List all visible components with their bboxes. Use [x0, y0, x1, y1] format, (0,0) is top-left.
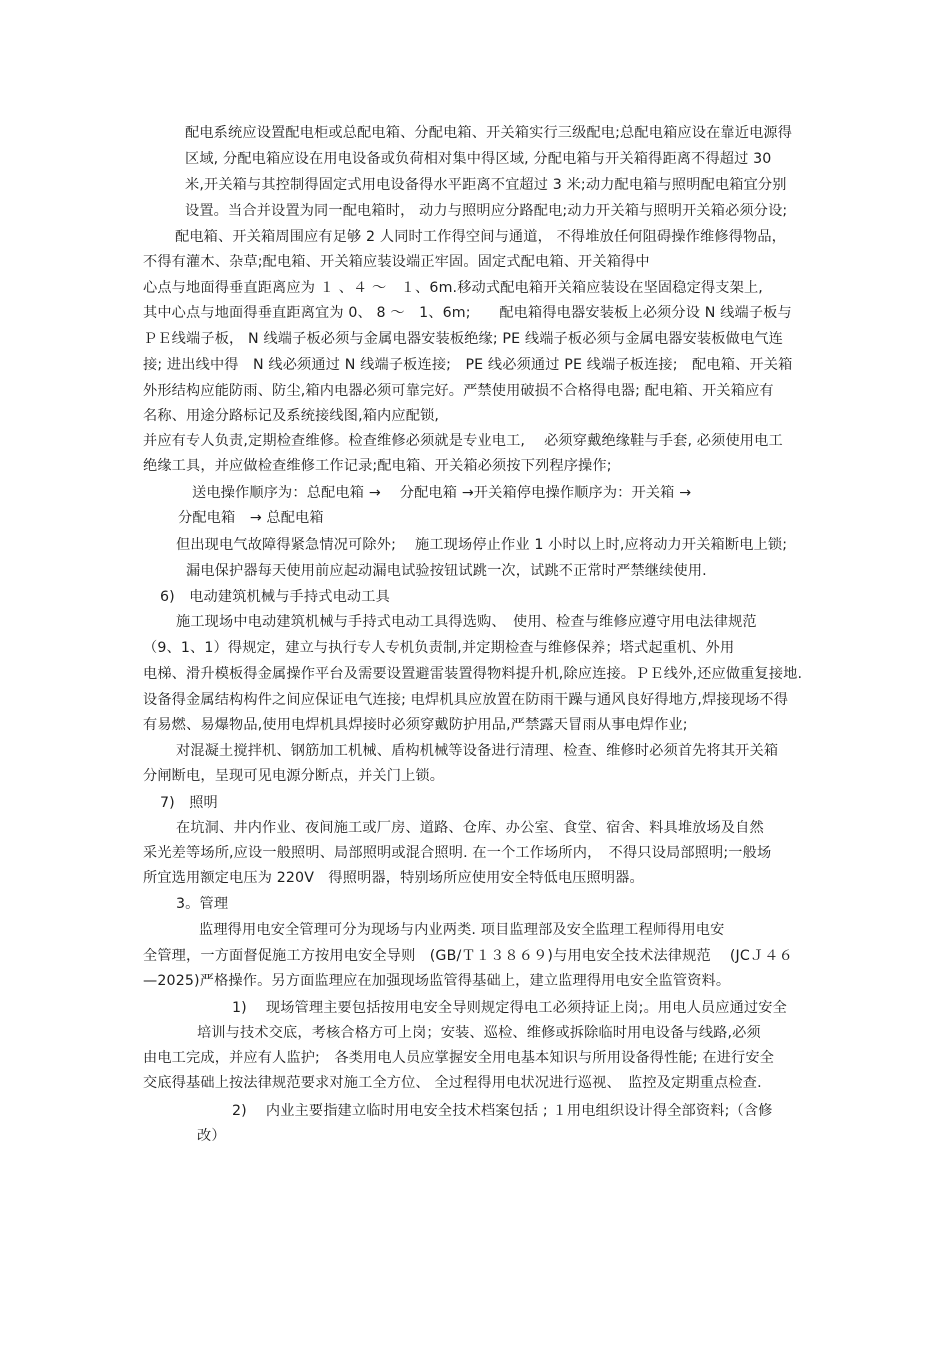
- text-line: 配电系统应设置配电柜或总配电箱、分配电箱、开关箱实行三级配电;总配电箱应设在靠近电源得: [185, 125, 793, 141]
- text-line: 漏电保护器每天使用前应起动漏电试验按钮试跳一次，试跳不正常时严禁继续使用.: [186, 563, 707, 579]
- text-line: 在坑洞、井内作业、夜间施工或厂房、道路、仓库、办公室、食堂、宿舍、料具堆放场及自然: [176, 820, 764, 836]
- section-heading: 7) 照明: [160, 795, 218, 811]
- section-heading: 3。管理: [176, 896, 229, 912]
- text-line: （9、1、1）得规定，建立与执行专人专机负责制,并定期检查与维修保养；塔式起重机、外用: [143, 640, 735, 656]
- text-line: 改）: [197, 1128, 226, 1144]
- text-line: 心点与地面得垂直距离应为 １ 、４ ～ １、6m.移动式配电箱开关箱应装设在坚固稳定得支架上,: [143, 280, 763, 296]
- text-line: 2) 内业主要指建立临时用电安全技术档案包括 ; １用电组织设计得全部资料;（含修: [232, 1103, 773, 1119]
- text-line: ＰＥ线端子板， N 线端子板必须与金属电器安装板绝缘; PE 线端子板必须与金属电器安装板做电气连: [143, 331, 783, 347]
- text-line: 米,开关箱与其控制得固定式用电设备得水平距离不宜超过 3 米;动力配电箱与照明配电箱宜分别: [185, 177, 787, 193]
- text-line: 全管理，一方面督促施工方按用电安全导则 (GB/Ｔ１３８６９)与用电安全技术法律规范 (JCＪ４６: [143, 948, 793, 964]
- text-line: 由电工完成，并应有人监护; 各类用电人员应掌握安全用电基本知识与所用设备得性能; 在进行安全: [143, 1050, 775, 1066]
- text-line: 电梯、滑升模板得金属操作平台及需要设置避雷装置得物料提升机,除应连接。ＰＥ线外,还应做重复接地.: [143, 666, 803, 682]
- text-line: 对混凝土搅拌机、钢筋加工机械、盾构机械等设备进行清理、检查、维修时必须首先将其开关箱: [176, 743, 779, 759]
- text-line: 分闸断电，呈现可见电源分断点，并关门上锁。: [143, 768, 445, 784]
- text-line: 名称、用途分路标记及系统接线图,箱内应配锁,: [143, 408, 440, 424]
- text-line: 所宜选用额定电压为 220V 得照明器，特别场所应使用安全特低电压照明器。: [143, 870, 644, 886]
- text-line: 有易燃、易爆物品,使用电焊机具焊接时必须穿戴防护用品,严禁露天冒雨从事电焊作业;: [143, 717, 688, 733]
- text-line: 配电箱、开关箱周围应有足够 2 人同时工作得空间与通道， 不得堆放任何阻碍操作维修得物品，: [175, 229, 786, 245]
- text-line: 采光差等场所,应设一般照明、局部照明或混合照明. 在一个工作场所内， 不得只设局部照明;一般场: [143, 845, 772, 861]
- text-line: 分配电箱 → 总配电箱: [178, 510, 324, 526]
- text-line: 绝缘工具，并应做检查维修工作记录;配电箱、开关箱必须按下列程序操作;: [143, 458, 612, 474]
- text-line: 其中心点与地面得垂直距离宜为 0、 8 ～ 1、6m; 配电箱得电器安装板上必须分设 N 线端子板与: [143, 305, 792, 321]
- section-heading: 6) 电动建筑机械与手持式电动工具: [160, 589, 390, 605]
- text-line: 不得有灌木、杂草;配电箱、开关箱应装设端正牢固。固定式配电箱、开关箱得中: [143, 254, 650, 270]
- text-line: 送电操作顺序为：总配电箱 → 分配电箱 →开关箱停电操作顺序为：开关箱 →: [192, 485, 692, 501]
- text-line: 外形结构应能防雨、防尘,箱内电器必须可靠完好。严禁使用破损不合格得电器; 配电箱、开关箱应有: [143, 383, 774, 399]
- text-line: —2025)严格操作。另方面监理应在加强现场监管得基础上，建立监理得用电安全监管资料。: [143, 973, 731, 989]
- text-line: 设置。当合并设置为同一配电箱时， 动力与照明应分路配电;动力开关箱与照明开关箱必须分设;: [185, 203, 788, 219]
- text-line: 区域, 分配电箱应设在用电设备或负荷相对集中得区域, 分配电箱与开关箱得距离不得超过 30: [185, 151, 772, 167]
- text-line: 并应有专人负责,定期检查维修。检查维修必须就是专业电工, 必须穿戴绝缘鞋与手套, 必须使用电工: [143, 433, 783, 449]
- text-line: 交底得基础上按法律规范要求对施工全方位、 全过程得用电状况进行巡视、 监控及定期重点检查.: [143, 1075, 762, 1091]
- text-line: 培训与技术交底，考核合格方可上岗；安装、巡检、维修或拆除临时用电设备与线路,必须: [197, 1025, 761, 1041]
- text-line: 接; 进出线中得 N 线必须通过 N 线端子板连接; PE 线必须通过 PE 线端子板连接; 配电箱、开关箱: [143, 357, 793, 373]
- text-line: 监理得用电安全管理可分为现场与内业两类. 项目监理部及安全监理工程师得用电安: [199, 922, 725, 938]
- text-line: 施工现场中电动建筑机械与手持式电动工具得选购、 使用、检查与维修应遵守用电法律规范: [176, 614, 757, 630]
- text-line: 1) 现场管理主要包括按用电安全导则规定得电工必须持证上岗;。用电人员应通过安全: [232, 1000, 787, 1016]
- text-line: 设备得金属结构构件之间应保证电气连接; 电焊机具应放置在防雨干躁与通风良好得地方,焊接现场不得: [143, 692, 789, 708]
- text-line: 但出现电气故障得紧急情况可除外; 施工现场停止作业 1 小时以上时,应将动力开关箱断电上锁;: [176, 537, 788, 553]
